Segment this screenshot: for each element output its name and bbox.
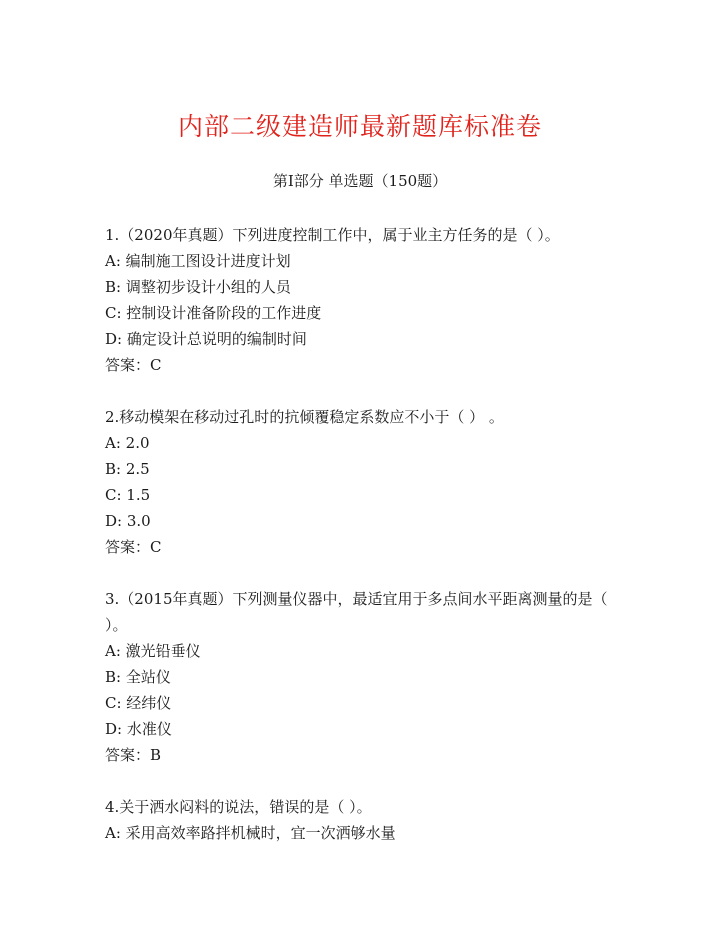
option-d: D: 3.0 (105, 512, 151, 530)
option-c: C: 1.5 (105, 486, 151, 504)
question-2 (105, 404, 625, 560)
question-4 (105, 794, 625, 846)
question-stem: 1.（2020年真题）下列进度控制工作中，属于业主方任务的是（ ）。 (105, 226, 560, 244)
option-c: C: 控制设计准备阶段的工作进度 (105, 304, 322, 322)
option-c: C: 经纬仪 (105, 694, 172, 712)
option-a: A: 2.0 (105, 434, 150, 452)
question-list (105, 222, 625, 872)
answer: 答案：B (105, 746, 162, 764)
option-a: A: 激光铅垂仪 (105, 642, 201, 660)
option-b: B: 调整初步设计小组的人员 (105, 278, 291, 296)
section-title: 第Ⅰ部分 单选题（150题） (272, 172, 448, 190)
option-a: A: 采用高效率路拌机械时，宜一次洒够水量 (105, 824, 396, 842)
option-d: D: 确定设计总说明的编制时间 (105, 330, 307, 348)
question-stem: 3.（2015年真题）下列测量仪器中，最适宜用于多点间水平距离测量的是（ ）。 (105, 590, 608, 634)
question-1 (105, 222, 625, 378)
answer: 答案：C (105, 356, 162, 374)
question-stem: 4.关于洒水闷料的说法，错误的是（ ）。 (105, 798, 372, 816)
option-b: B: 2.5 (105, 460, 150, 478)
document-title: 内部二级建造师最新题库标准卷 (177, 112, 542, 141)
question-3 (105, 586, 625, 768)
option-d: D: 水准仪 (105, 720, 172, 738)
option-a: A: 编制施工图设计进度计划 (105, 252, 291, 270)
question-stem: 2.移动模架在移动过孔时的抗倾覆稳定系数应不小于（ ） 。 (105, 408, 504, 426)
answer: 答案：C (105, 538, 162, 556)
option-b: B: 全站仪 (105, 668, 171, 686)
